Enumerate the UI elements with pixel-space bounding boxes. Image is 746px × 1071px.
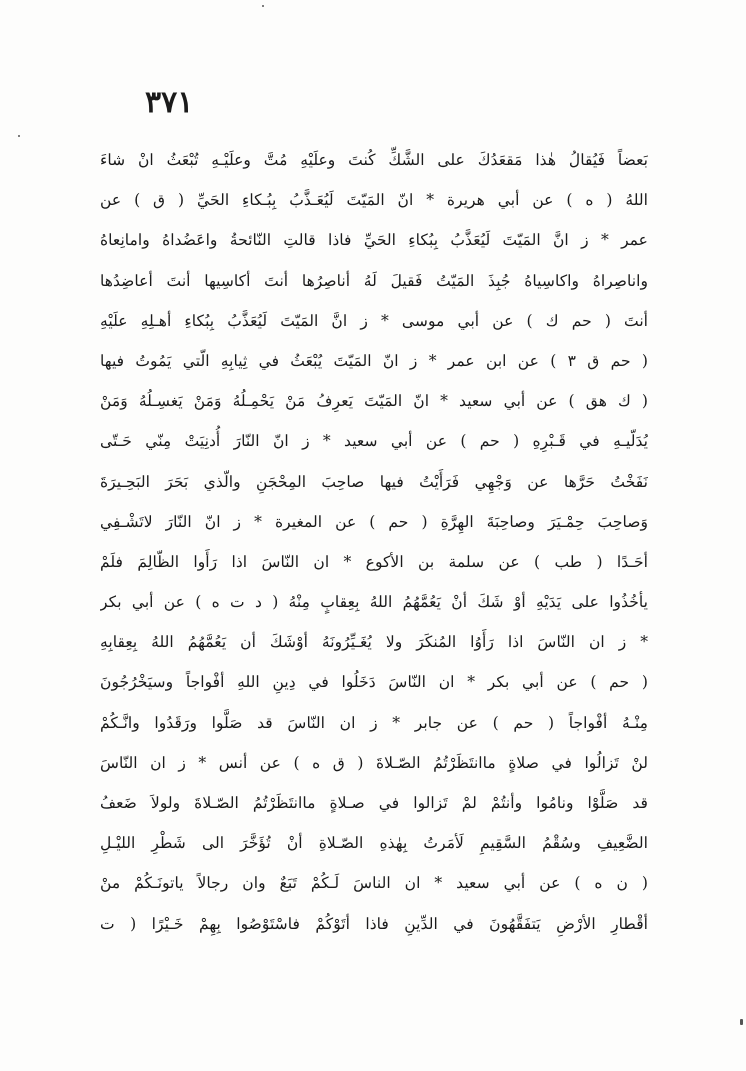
paper-speck (262, 5, 264, 7)
body-text (100, 140, 648, 944)
text-line: أنتَ ( حم ك ) عن أبي موسى * ز انَّ المَيّتَ لَيُعَذَّبُ بِبُكاءِ أهـلِهِ علَيْهِ (100, 311, 648, 330)
text-line: يُدَلّيـهِ في قَـبْرِهِ ( حم ) عن أبي سعيد * ز انّ النّارَ أُدنِيَتْ مِنّي حَـتّى (100, 432, 648, 451)
paper-speck (740, 1019, 743, 1025)
text-line: واناصِراهُ واكاسِياهُ جُبِذَ المَيّتُ فَقيلَ لَهُ أناصِرُها أنتَ أكاسِيها أنتَ أعاضِدُها (100, 271, 648, 290)
text-line: اللهُ ( ه ) عن أبي هريرة * انّ المَيّتَ لَيُعَـذَّبُ بِبُـكاءِ الحَيِّ ( ق ) عن (100, 191, 648, 210)
paper-speck (18, 135, 20, 137)
page-number: ٣٧١ (145, 85, 194, 120)
text-line: قد صَلَّوْا ونامُوا وأنتُمْ لمْ تَزالوا في صـلاةٍ ماانتَظَرْتُمُ الصّـلاةَ ولولاَ ضَعفُ (100, 794, 648, 812)
text-line: ( ن ه ) عن أبي سعيد * ان الناسَ لَـكُمْ تَبَعٌ وان رجالاً ياتونَـكُمْ منْ (100, 874, 648, 893)
text-line: وَصاحِبَ حِمْـيَرَ وصاحِبَةَ الهِرَّةِ ( حم ) عن المغيرة * ز انّ النّارَ لاتَشْـفِي (100, 512, 648, 531)
text-line: ( ك هق ) عن أبي سعيد * انّ المَيّتَ يَعرِفُ مَنْ يَحْمِـلُهُ وَمَنْ يَغسِـلُهُ وَمَنْ (100, 392, 648, 411)
text-line: نَفَخْتُ حَرَّها عن وَجْهِي فَرَأَيْتُ فيها صاحِبَ المِحْجَنِ والّذي بَحَرَ البَحِـيرَةَ (100, 472, 648, 491)
text-line: يأخُذُوا على يَدَيْهِ أوْ شَكَ أنْ يَعُمَّهُمُ اللهُ بِعِقابٍ مِنْهُ ( د ت ه ) عن أبي بكر (100, 593, 648, 612)
text-line: مِنْـهُ أفْواجاً ( حم ) عن جابر * ز ان النّاسَ قد صَلَّوا ورَقَدُوا وانَّـكُمْ (100, 713, 648, 732)
text-line: أحَـدًا ( طب ) عن سلمة بن الأكوع * ان النّاسَ اذا رَأَوا الظّالِمَ فلَمْ (100, 552, 648, 571)
text-line: لنْ تَزالُوا في صلاةٍ ماانتَظَرْتُمُ الصّـلاةَ ( ق ه ) عن أنس * ز ان النّاسَ (100, 753, 648, 772)
text-line: ( حم ق ٣ ) عن ابن عمر * ز انّ المَيّتَ يُبْعَثُ في ثِيابِهِ الّتي يَمُوتُ فيها (100, 351, 648, 370)
text-line: عمر * ز انَّ المَيّتَ لَيُعَذَّبُ بِبُكاءِ الحَيِّ فاذا قالتِ النّائحةُ واعَضُداهُ وامانِعاهُ (100, 231, 648, 250)
text-line: الضَّعِيفِ وسُقْمُ السَّقِيمِ لَأمَرتُ بِهٰذهِ الصّـلاةِ أنْ تُؤَخَّرَ الى شَطْرِ الليْـلِ (100, 834, 648, 853)
text-line: أقْطارِ الأرْضِ يَتفَقَّهُونَ في الدِّينِ فاذا أتَوْكُمْ فاسْتَوْصُوا بِهِمْ خَـيْرًا ( ت (100, 914, 648, 933)
text-line: ( حم ) عن أبي بكر * ان النّاسَ دَخَلُوا في دِينِ اللهِ أفْواجاً وسيَخْرُجُونَ (100, 673, 648, 692)
text-line: بَعضاً فَيُقالُ هٰذا مَقعَدُكَ على الشَّكِّ كُنتَ وعلَيْهِ مُتَّ وعلَيْـهِ تُبْعَثُ انْ شاءَ (100, 151, 648, 169)
text-line: * ز ان النّاسَ اذا رَأَوُا المُنكَرَ ولا يُغَـيِّرُونَهُ أوْشَكَ أن يَعُمَّهُمُ اللهُ بِعِقابِهِ (100, 633, 648, 652)
